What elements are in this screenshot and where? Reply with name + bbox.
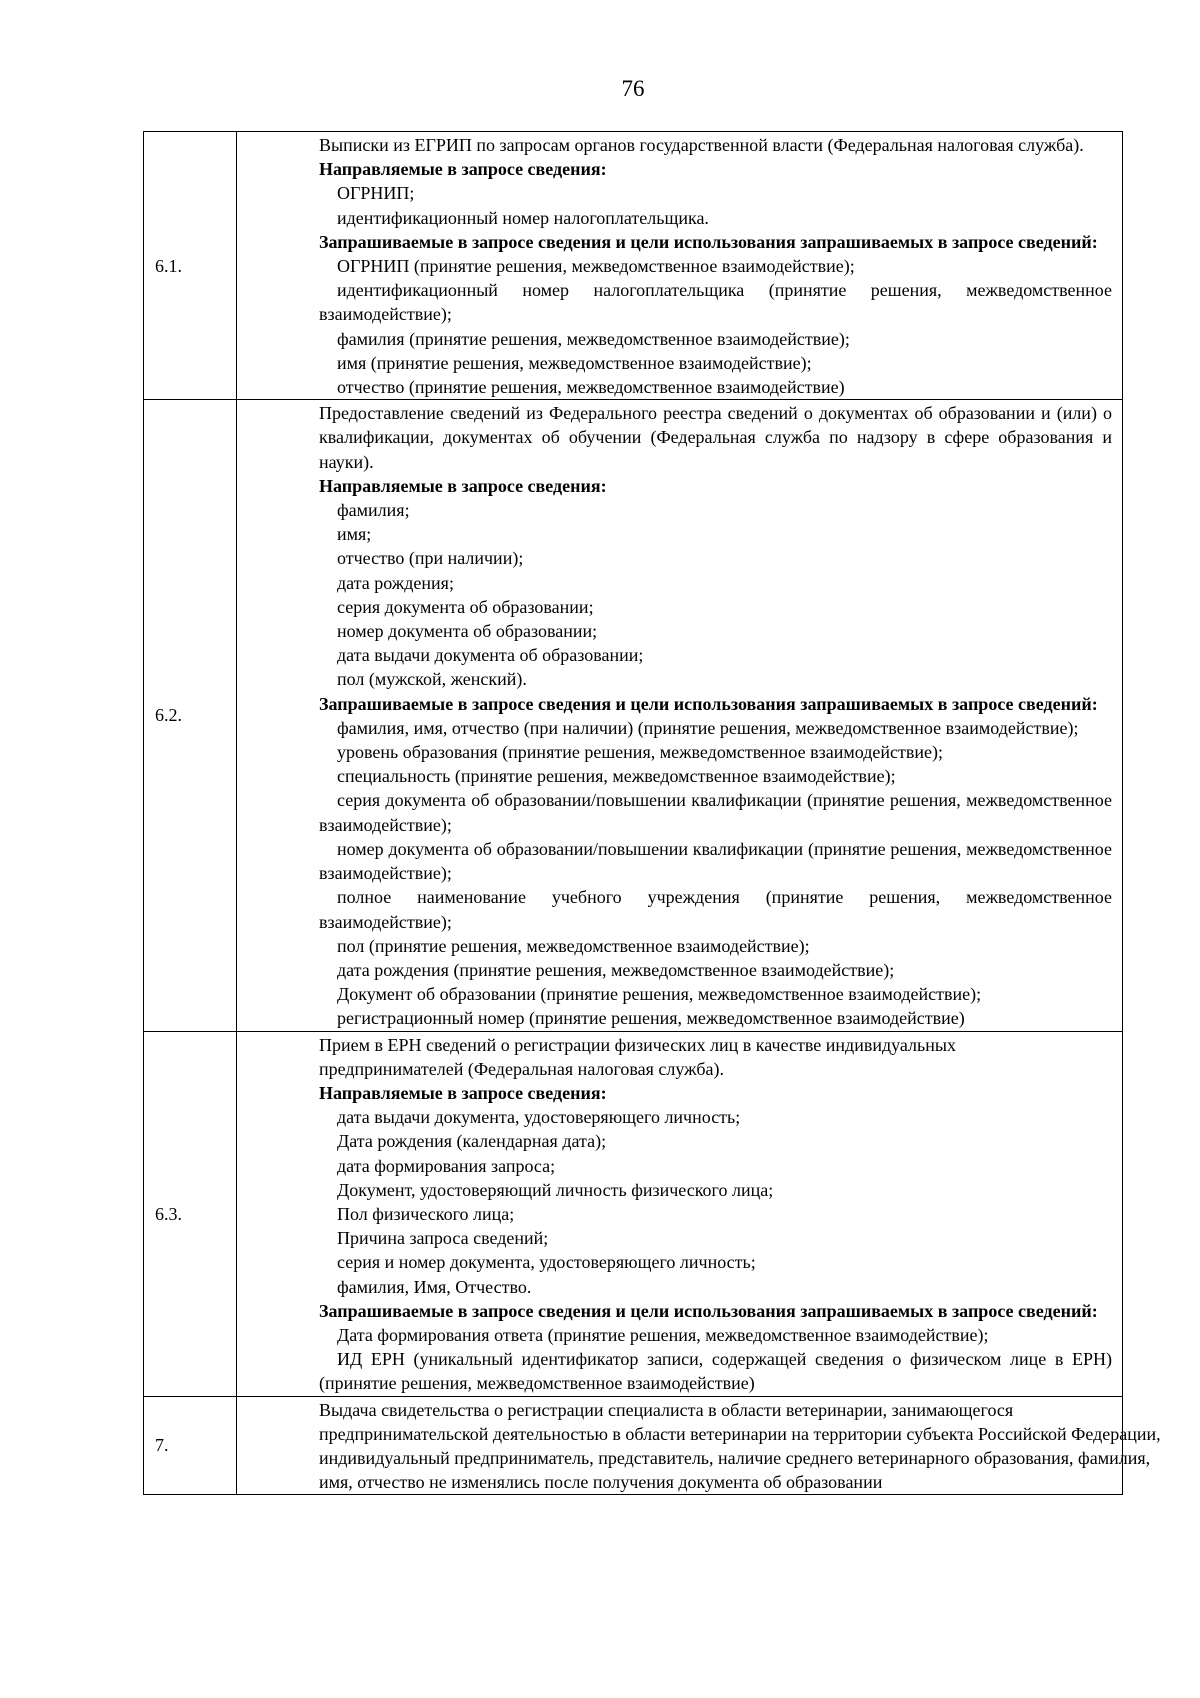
- list-item: номер документа об образовании;: [337, 621, 598, 642]
- table-row: [144, 1396, 1123, 1495]
- list-item: Пол физического лица;: [337, 1203, 515, 1224]
- list-item: отчество (принятие решения, межведомственное взаимодействие): [337, 377, 845, 398]
- list-item: фамилия;: [337, 500, 410, 521]
- list-item: Дата рождения (календарная дата);: [337, 1131, 607, 1152]
- list-item: ОГРНИП;: [337, 183, 415, 204]
- list-item: серия документа об образовании/повышении квалификации (принятие решения, межведомственное взаимодействие);: [319, 790, 1112, 835]
- list-item: регистрационный номер (принятие решения, межведомственное взаимодействие): [337, 1008, 965, 1029]
- service-description: Прием в ЕРН сведений о регистрации физических лиц в качестве индивидуальных предпринимателей (Федеральная налоговая служба).: [319, 1034, 956, 1079]
- list-item: фамилия (принятие решения, межведомственное взаимодействие);: [337, 328, 850, 349]
- list-item: фамилия, имя, отчество (при наличии) (принятие решения, межведомственное взаимодействие);: [337, 717, 1079, 738]
- list-item: Документ об образовании (принятие решения, межведомственное взаимодействие);: [337, 984, 982, 1005]
- row-content: [237, 132, 1123, 400]
- services-table: [143, 131, 1161, 1495]
- service-description: Предоставление сведений из Федерального реестра сведений о документах об образовании и (или) о квалификации, документах об обучении (Федеральная служба по надзору в сфере образования и науки).: [319, 403, 1112, 472]
- list-item: фамилия, Имя, Отчество.: [337, 1276, 532, 1297]
- list-item: имя;: [337, 524, 372, 545]
- service-description: Выдача свидетельства о регистрации специалиста в области ветеринарии, занимающегося предпринимательской деятельностью в области ветеринарии на территории субъекта Российской Федерации, индивидуальный предприниматель, представитель, наличие среднего ветеринарного образования, фамилия, имя, отчество не изменялись после получения документа об образовании: [319, 1399, 1161, 1493]
- list-item: Дата формирования ответа (принятие решения, межведомственное взаимодействие);: [337, 1324, 989, 1345]
- row-content: [237, 1396, 1161, 1495]
- list-item: Причина запроса сведений;: [337, 1228, 549, 1249]
- list-item: дата рождения (принятие решения, межведомственное взаимодействие);: [337, 959, 895, 980]
- page-number: 76: [621, 76, 645, 101]
- list-item: уровень образования (принятие решения, межведомственное взаимодействие);: [337, 742, 943, 763]
- row-number: 6.3.: [144, 1031, 237, 1396]
- list-item: дата формирования запроса;: [337, 1155, 556, 1176]
- list-item: ОГРНИП (принятие решения, межведомственное взаимодействие);: [337, 256, 855, 277]
- row-content: [237, 1031, 1123, 1396]
- section-heading: Направляемые в запросе сведения:: [319, 475, 607, 496]
- list-item: полное наименование учебного учреждения (принятие решения, межведомственное взаимодействие);: [319, 887, 1112, 932]
- list-item: дата рождения;: [337, 572, 454, 593]
- section-heading: Запрашиваемые в запросе сведения и цели использования запрашиваемых в запросе сведений:: [319, 693, 1098, 714]
- table-row: [144, 1031, 1123, 1396]
- section-heading: Направляемые в запросе сведения:: [319, 159, 607, 180]
- list-item: номер документа об образовании/повышении квалификации (принятие решения, межведомственное взаимодействие);: [319, 838, 1112, 884]
- section-heading: Запрашиваемые в запросе сведения и цели использования запрашиваемых в запросе сведений:: [319, 1300, 1098, 1321]
- section-heading: Запрашиваемые в запросе сведения и цели использования запрашиваемых в запросе сведений:: [319, 231, 1098, 252]
- list-item: Документ, удостоверяющий личность физического лица;: [337, 1179, 774, 1200]
- row-number: 6.1.: [144, 132, 237, 400]
- section-heading: Направляемые в запросе сведения:: [319, 1082, 607, 1103]
- list-item: дата выдачи документа об образовании;: [337, 645, 644, 666]
- list-item: дата выдачи документа, удостоверяющего личность;: [337, 1107, 741, 1128]
- service-description: Выписки из ЕГРИП по запросам органов государственной власти (Федеральная налоговая служба).: [319, 135, 1084, 155]
- list-item: пол (мужской, женский).: [337, 669, 527, 690]
- list-item: имя (принятие решения, межведомственное взаимодействие);: [337, 352, 812, 373]
- list-item: серия документа об образовании;: [337, 596, 594, 617]
- list-item: идентификационный номер налогоплательщика.: [337, 207, 709, 228]
- list-item: отчество (при наличии);: [337, 548, 524, 569]
- row-number: 7.: [144, 1396, 237, 1495]
- table-row: [144, 400, 1123, 1031]
- list-item: пол (принятие решения, межведомственное взаимодействие);: [337, 935, 810, 956]
- list-item: ИД ЕРН (уникальный идентификатор записи, содержащей сведения о физическом лице в ЕРН) (принятие решения, межведомственное взаимодействие): [319, 1349, 1112, 1394]
- list-item: серия и номер документа, удостоверяющего личность;: [337, 1252, 756, 1273]
- list-item: специальность (принятие решения, межведомственное взаимодействие);: [337, 766, 896, 787]
- row-number: 6.2.: [144, 400, 237, 1031]
- row-content: [237, 400, 1123, 1031]
- list-item: идентификационный номер налогоплательщика (принятие решения, межведомственное взаимодействие);: [319, 280, 1112, 325]
- table-row: [144, 132, 1123, 400]
